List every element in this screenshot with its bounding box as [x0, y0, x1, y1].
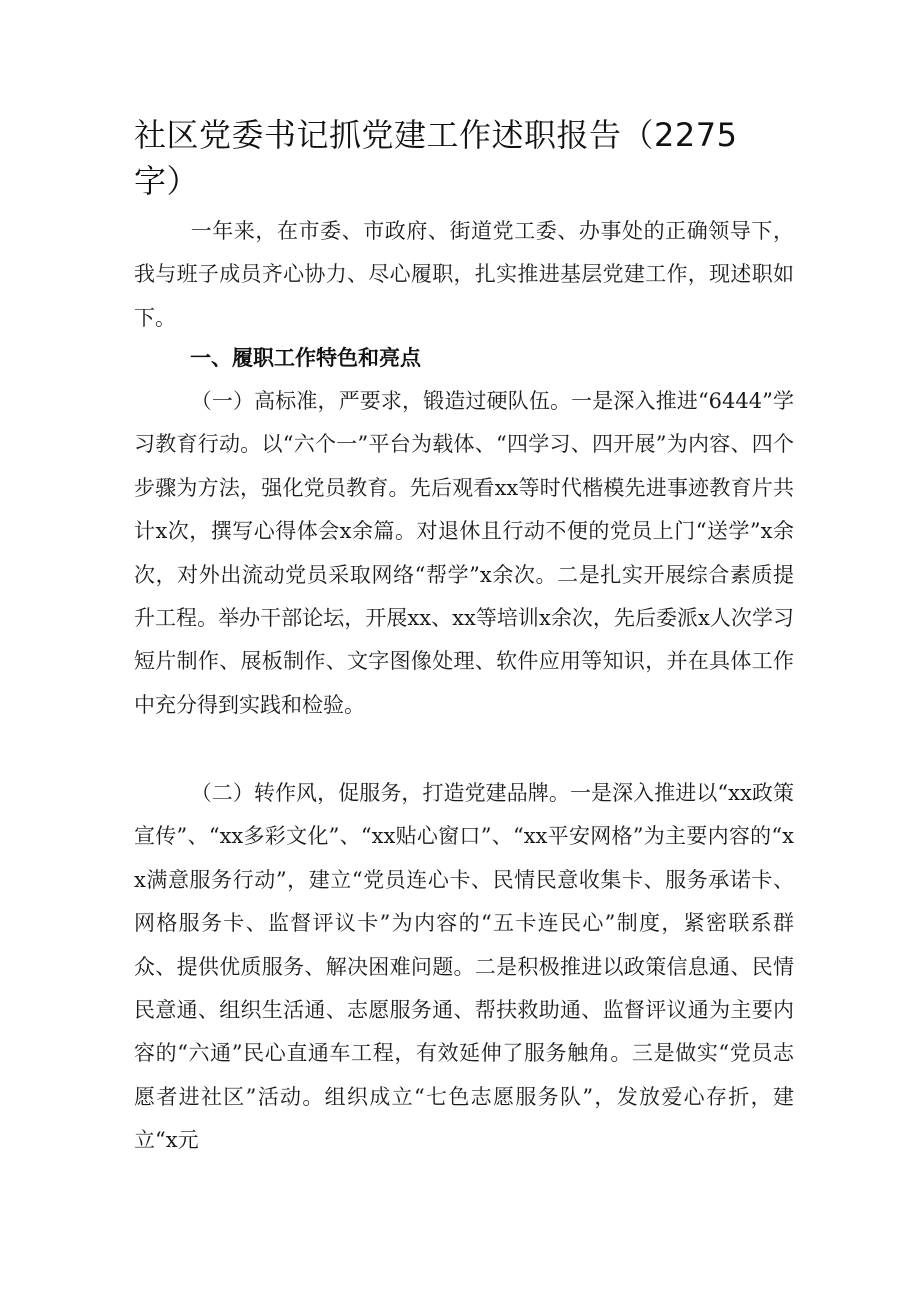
body-paragraph-2: （二）转作风，促服务，打造党建品牌。一是深入推进以“xx政策宣传”、“xx多彩文化”、“xx贴心窗口”、“xx平安网格”为主要内容的“xx满意服务行动”，建立“党员连心卡、民情民意收集卡、服务承诺卡、网格服务卡、监督评议卡”为内容的“五卡连民心”制度，紧密联系群众、提供优质服务、解决困难问题。二是积极推进以政策信息通、民情民意通、组织生活通、志愿服务通、帮扶救助通、监督评议通为主要内容的“六通”民心直通车工程，有效延伸了服务触角。三是做实“党员志愿者进社区”活动。组织成立“七色志愿服务队”，发放爱心存折，建立“x元 [134, 781, 794, 1153]
document-title: 社区党委书记抓党建工作述职报告（2275字） [134, 116, 738, 200]
intro-paragraph: 一年来，在市委、市政府、街道党工委、办事处的正确领导下，我与班子成员齐心协力、尽心履职，扎实推进基层党建工作，现述职如下。 [134, 219, 794, 330]
section-heading: 一、履职工作特色和亮点 [190, 346, 421, 370]
body-paragraph-1: （一）高标准，严要求，锻造过硬队伍。一是深入推进“6444”学习教育行动。以“六个一”平台为载体、“四学习、四开展”为内容、四个步骤为方法，强化党员教育。先后观看xx等时代楷模先进事迹教育片共计x次，撰写心得体会x余篇。对退休且行动不便的党员上门“送学”x余次，对外出流动党员采取网络“帮学”x余次。二是扎实开展综合素质提升工程。举办干部论坛，开展xx、xx等培训x余次，先后委派x人次学习短片制作、展板制作、文字图像处理、软件应用等知识，并在具体工作中充分得到实践和检验。 [134, 389, 794, 717]
